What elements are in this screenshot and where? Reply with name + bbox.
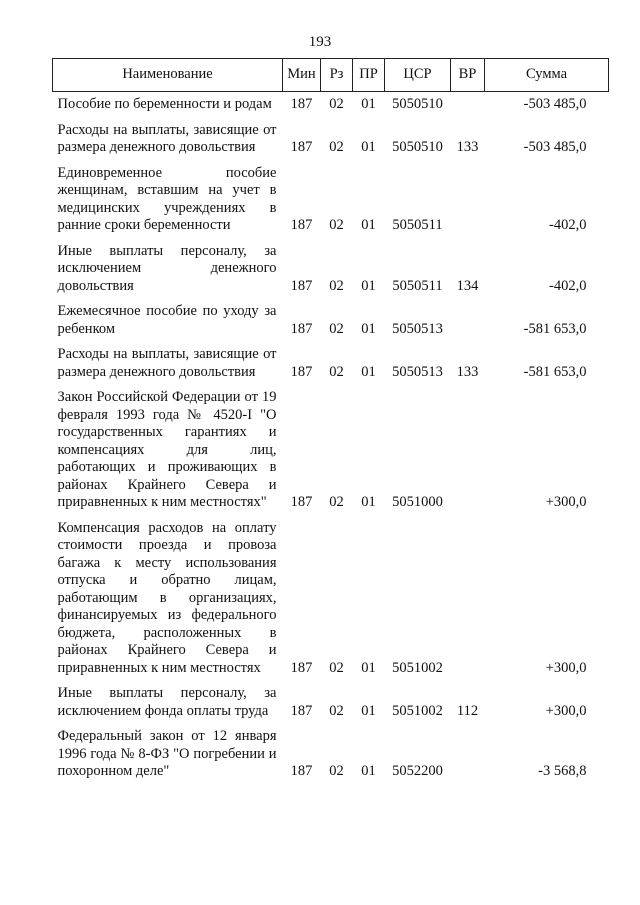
row-name-cell: Закон Российской Федерации от 19 февраля 1993 года № 4520-I "О государственных гарантиях и компенсациях для лиц, работающих и проживающих в районах Крайнего Севера и приравненных к ним местностях" — [57, 389, 277, 510]
row-pr-cell: 01 — [361, 659, 376, 676]
table-row — [53, 385, 609, 516]
table-row — [53, 516, 609, 682]
row-pr-cell: 01 — [361, 96, 376, 112]
row-vr-cell: 134 — [456, 277, 479, 294]
row-sum-cell: -581 653,0 — [523, 363, 587, 380]
header-sum: Сумма — [485, 59, 609, 92]
table-row — [53, 724, 609, 785]
table-row — [53, 92, 609, 118]
row-name-cell: Расходы на выплаты, зависящие от размера денежного довольствия — [57, 346, 277, 380]
row-min-cell: 187 — [290, 277, 313, 294]
row-min-cell: 187 — [290, 320, 313, 337]
row-csr-cell: 5051002 — [392, 659, 443, 676]
row-csr-cell: 5051002 — [392, 702, 443, 719]
row-sum-cell: +300,0 — [545, 494, 587, 510]
row-name-cell: Пособие по беременности и родам — [57, 96, 272, 112]
row-vr-cell — [451, 385, 485, 516]
row-name-cell: Иные выплаты персоналу, за исключением денежного довольствия — [57, 242, 277, 294]
row-min-cell: 187 — [290, 139, 313, 155]
row-sum-cell: -402,0 — [549, 217, 587, 233]
header-vr: ВР — [451, 59, 485, 92]
row-vr-cell: 133 — [456, 363, 479, 380]
table-body — [53, 92, 609, 785]
row-sum-cell: -503 485,0 — [523, 96, 587, 112]
row-pr-cell: 01 — [361, 363, 376, 380]
row-rz-cell: 02 — [329, 320, 344, 337]
row-rz-cell: 02 — [329, 217, 344, 233]
table-row — [53, 299, 609, 342]
row-csr-cell: 5051000 — [392, 494, 443, 510]
table-row — [53, 118, 609, 161]
row-name-cell: Компенсация расходов на оплату стоимости проезда и провоза багажа к месту использования отпуска и обратно лицам, работающим в организациях, финансируемых из федерального бюджета, расположенных в районах Крайнего Севера и приравненных к ним местностях — [57, 519, 277, 676]
header-rz: Рз — [321, 59, 353, 92]
row-rz-cell: 02 — [329, 763, 344, 779]
header-pr: ПР — [353, 59, 385, 92]
row-min-cell: 187 — [290, 363, 313, 380]
row-vr-cell — [451, 299, 485, 342]
row-rz-cell: 02 — [329, 363, 344, 380]
budget-table — [52, 58, 609, 785]
row-rz-cell: 02 — [329, 659, 344, 676]
row-sum-cell: -402,0 — [549, 277, 587, 294]
row-pr-cell: 01 — [361, 277, 376, 294]
row-pr-cell: 01 — [361, 702, 376, 719]
table-row — [53, 161, 609, 239]
row-csr-cell: 5052200 — [392, 763, 443, 779]
row-vr-cell — [451, 92, 485, 118]
table-row — [53, 342, 609, 385]
row-pr-cell: 01 — [361, 320, 376, 337]
row-sum-cell: -3 568,8 — [538, 763, 587, 779]
row-csr-cell: 5050513 — [392, 320, 443, 337]
header-min: Мин — [283, 59, 321, 92]
row-csr-cell: 5050511 — [392, 217, 443, 233]
row-min-cell: 187 — [290, 96, 313, 112]
table-row — [53, 681, 609, 724]
row-vr-cell — [451, 516, 485, 682]
row-rz-cell: 02 — [329, 494, 344, 510]
table-header — [53, 59, 609, 92]
row-min-cell: 187 — [290, 702, 313, 719]
row-sum-cell: +300,0 — [545, 702, 587, 719]
row-sum-cell: -503 485,0 — [523, 139, 587, 155]
row-csr-cell: 5050510 — [392, 139, 443, 155]
row-vr-cell: 133 — [456, 139, 479, 155]
row-vr-cell: 112 — [456, 702, 479, 719]
row-rz-cell: 02 — [329, 277, 344, 294]
row-csr-cell: 5050513 — [392, 363, 443, 380]
row-rz-cell: 02 — [329, 702, 344, 719]
row-min-cell: 187 — [290, 659, 313, 676]
row-rz-cell: 02 — [329, 96, 344, 112]
row-vr-cell — [451, 161, 485, 239]
row-name-cell: Ежемесячное пособие по уходу за ребенком — [57, 303, 277, 337]
row-vr-cell — [451, 724, 485, 785]
header-name: Наименование — [53, 59, 283, 92]
header-csr: ЦСР — [385, 59, 451, 92]
row-pr-cell: 01 — [361, 494, 376, 510]
row-name-cell: Федеральный закон от 12 января 1996 года № 8-ФЗ "О погребении и похоронном деле" — [57, 728, 277, 779]
page-number: 193 — [308, 34, 332, 50]
row-min-cell: 187 — [290, 217, 313, 233]
row-sum-cell: -581 653,0 — [523, 320, 587, 337]
row-min-cell: 187 — [290, 763, 313, 779]
row-csr-cell: 5050511 — [392, 277, 443, 294]
row-rz-cell: 02 — [329, 139, 344, 155]
row-pr-cell: 01 — [361, 763, 376, 779]
row-pr-cell: 01 — [361, 217, 376, 233]
table-row — [53, 239, 609, 300]
row-pr-cell: 01 — [361, 139, 376, 155]
row-name-cell: Единовременное пособие женщинам, вставшим на учет в медицинских учреждениях в ранние сроки беременности — [57, 164, 277, 233]
row-name-cell: Иные выплаты персоналу, за исключением фонда оплаты труда — [57, 685, 277, 719]
row-name-cell: Расходы на выплаты, зависящие от размера денежного довольствия — [57, 121, 277, 155]
row-min-cell: 187 — [290, 494, 313, 510]
row-csr-cell: 5050510 — [392, 96, 443, 112]
row-sum-cell: +300,0 — [545, 659, 587, 676]
